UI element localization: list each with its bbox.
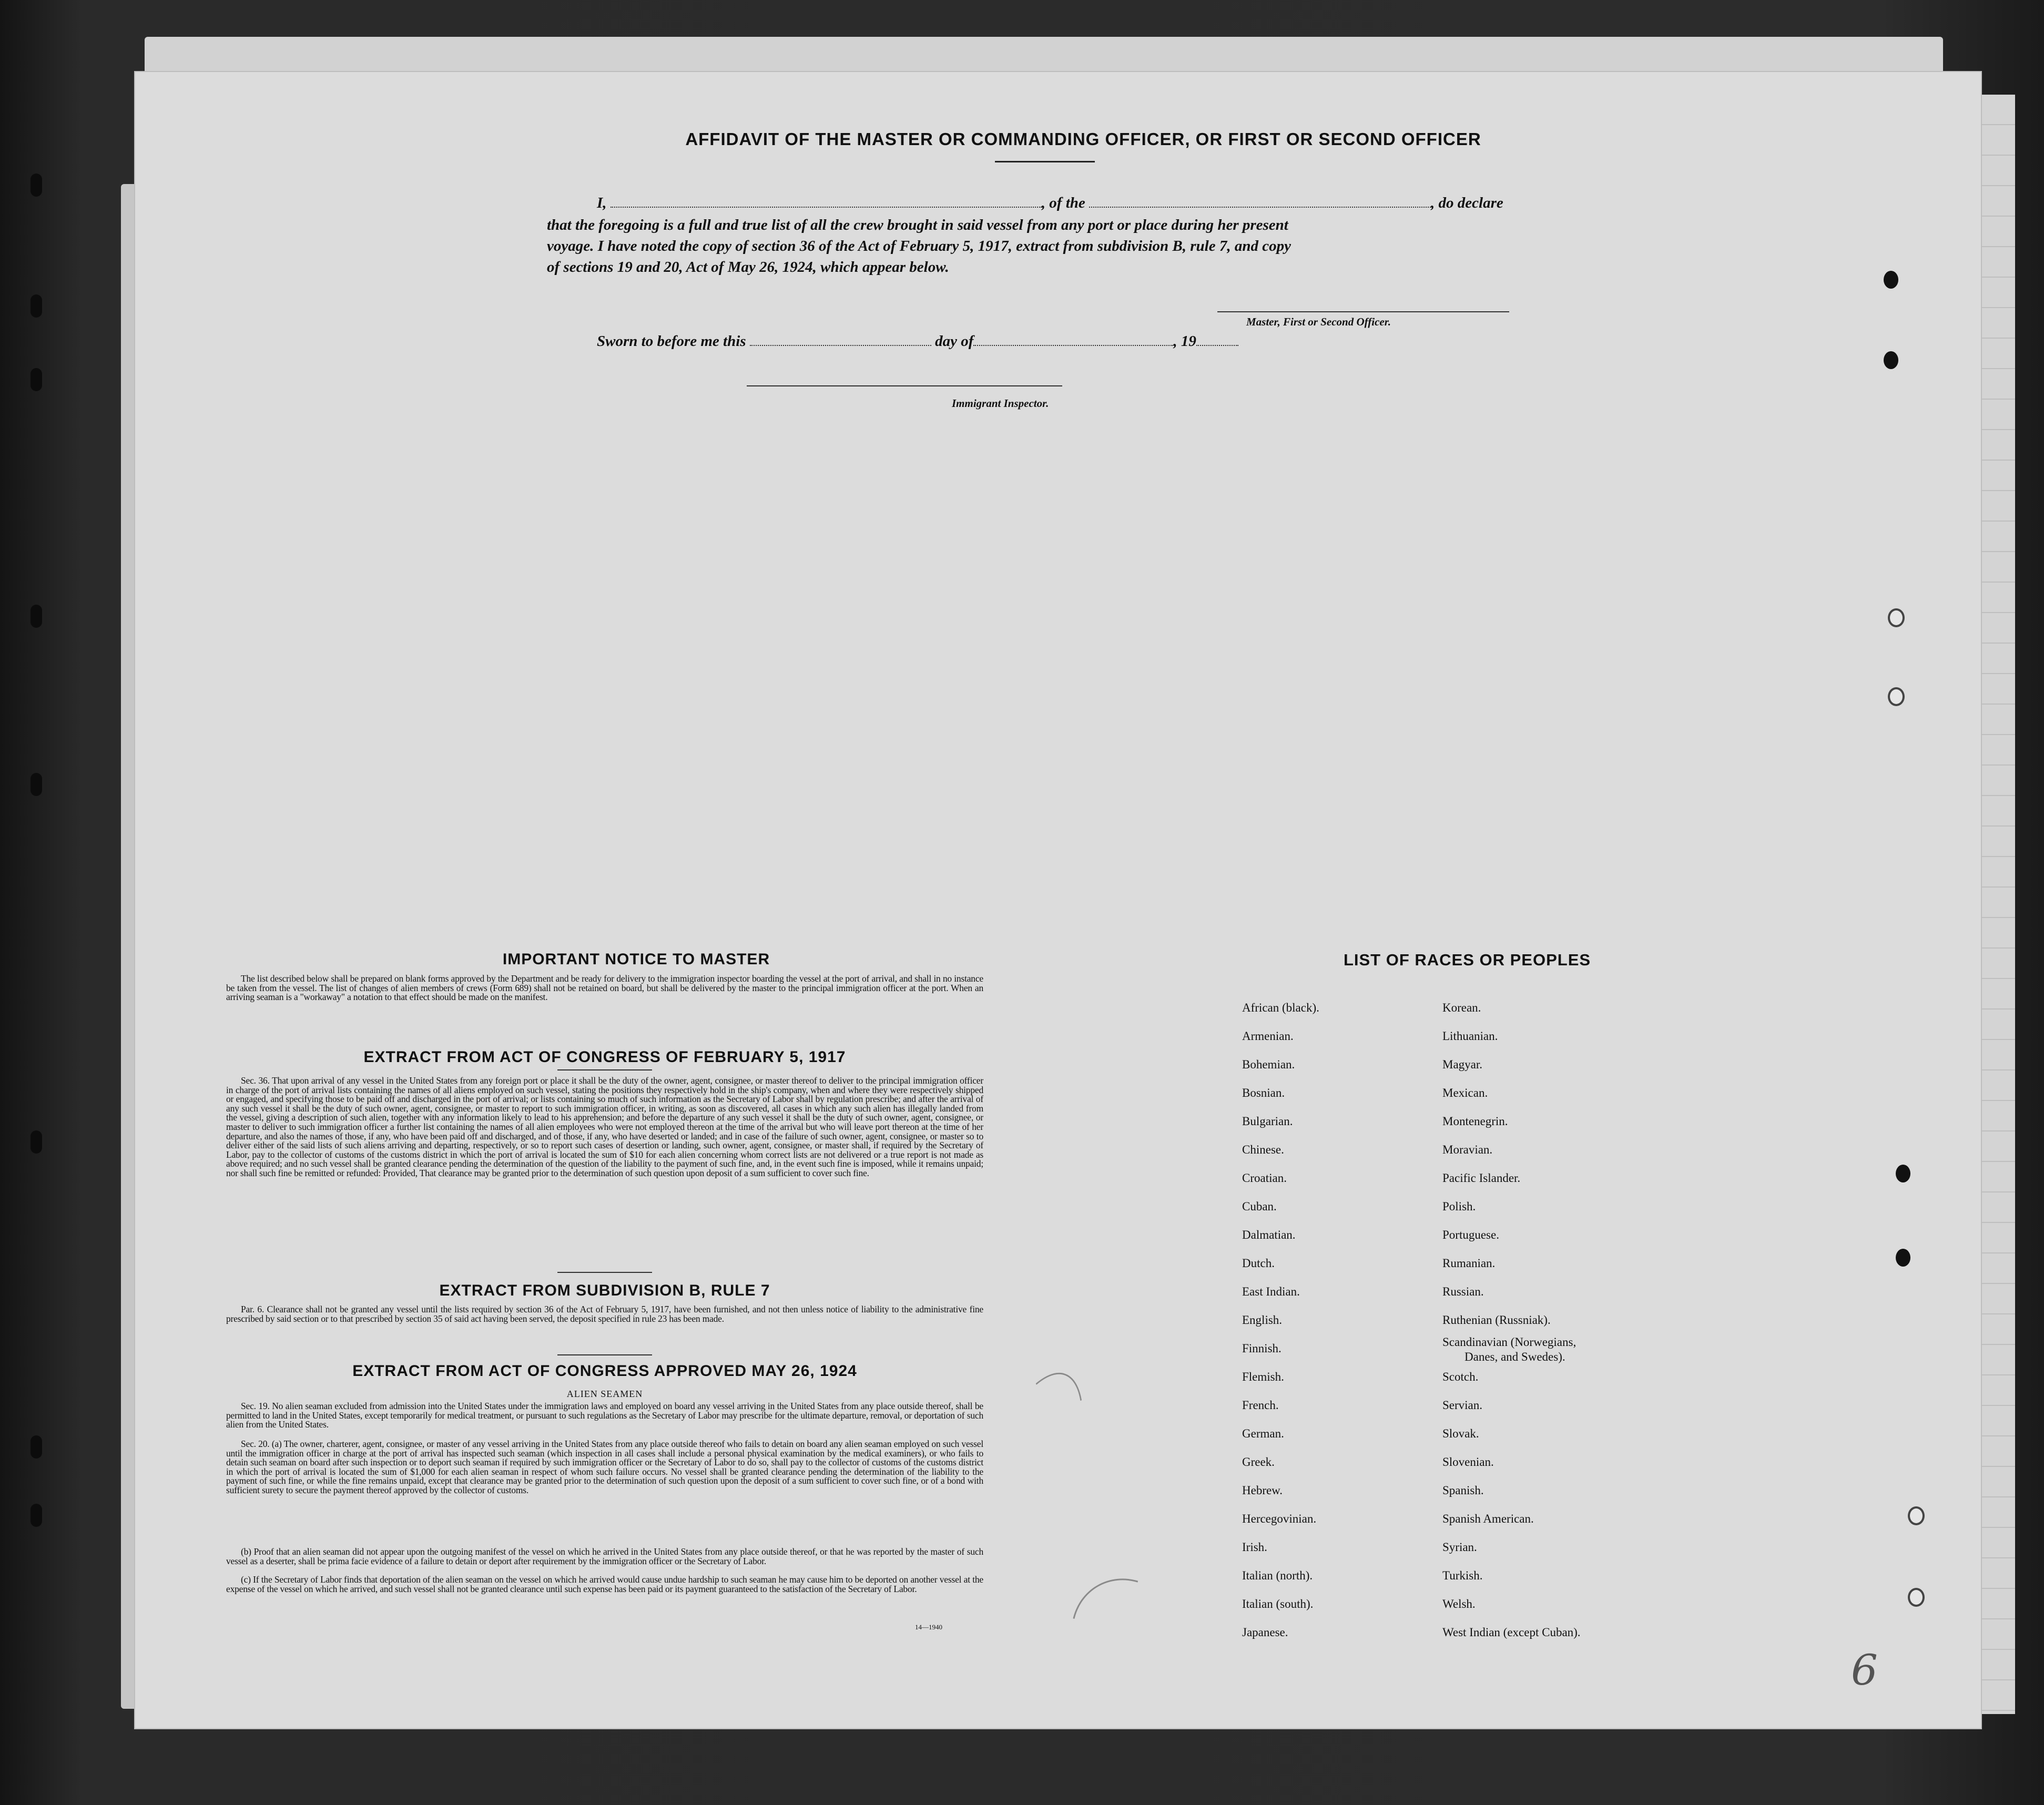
race-item: German. bbox=[1242, 1427, 1284, 1440]
binder-hole bbox=[30, 773, 42, 796]
notice-text: The list described below shall be prepared on blank forms approved by the Department and be ready for delivery to the immigration inspector boarding the vessel at the port of arrival, and shall in no instance be taken from the vessel. The list of changes of alien members of crews (Form 689) shall not be retained on board, but shall be delivered by the master to the principal immigration officer at the port. When an arriving seaman is a "workaway" a notation to that effect should be made on the manifest. bbox=[226, 973, 983, 1003]
vessel-field[interactable] bbox=[1089, 197, 1431, 208]
extract-rule7-text: Par. 6. Clearance shall not be granted any vessel until the lists required by section 36 of the Act of February 5, 1917, have been furnished, and not then unless notice of liability to the administrative fine prescribed by said section or to that prescribed by section 35 of said act having been served, the deposit specified in rule 23 has been made. bbox=[226, 1304, 983, 1324]
binder-hole bbox=[30, 368, 42, 391]
race-item: English. bbox=[1242, 1313, 1283, 1327]
punch-hole bbox=[1884, 271, 1898, 289]
race-item: Spanish American. bbox=[1442, 1512, 1534, 1525]
race-item: Pacific Islander. bbox=[1442, 1171, 1521, 1185]
binder-hole bbox=[30, 174, 42, 197]
inspector-signature-line[interactable] bbox=[747, 385, 1062, 386]
race-item: Hebrew. bbox=[1242, 1484, 1283, 1497]
punch-hole bbox=[1896, 1249, 1910, 1267]
race-item: West Indian (except Cuban). bbox=[1442, 1626, 1581, 1639]
race-item: Turkish. bbox=[1442, 1569, 1483, 1582]
sec-20b-text: (b) Proof that an alien seaman did not appear upon the outgoing manifest of the vessel on which he arrived in the United States from any place outside thereof, or that he was reported by the master of such vessel as a deserter, shall be prima facie evidence of a failure to detain or deport after requirement by the immigration officer or the Secretary of Labor. bbox=[226, 1546, 983, 1566]
sworn-month-field[interactable] bbox=[973, 335, 1173, 346]
race-item: Hercegovinian. bbox=[1242, 1512, 1317, 1525]
race-item: Greek. bbox=[1242, 1455, 1275, 1469]
race-item: Polish. bbox=[1442, 1200, 1476, 1213]
race-item: Syrian. bbox=[1442, 1541, 1477, 1554]
race-item: Rumanian. bbox=[1442, 1257, 1496, 1270]
sworn-prefix: Sworn to before me this bbox=[597, 333, 746, 350]
race-item: Scotch. bbox=[1442, 1370, 1479, 1383]
punch-hole bbox=[1896, 1165, 1910, 1182]
race-item: Dutch. bbox=[1242, 1257, 1275, 1270]
race-item: Bulgarian. bbox=[1242, 1115, 1293, 1128]
affidavit-declare: , do declare bbox=[1431, 195, 1503, 211]
affidavit-line-3: voyage. I have noted the copy of section 36 of the Act of February 5, 1917, extract from subdivision B, rule 7, and copy bbox=[547, 238, 1291, 254]
punch-hole bbox=[1888, 608, 1905, 627]
inspector-caption: Immigrant Inspector. bbox=[952, 397, 1049, 410]
race-item: Slovak. bbox=[1442, 1427, 1479, 1440]
extract-1917-text: Sec. 36. That upon arrival of any vessel in the United States from any foreign port or place it shall be the duty of the owner, agent, consignee, or master thereof to deliver to the principal immigration officer in charge of the port of arrival lists containing the names of all aliens employed on such vessel, stating the positions they respectively hold in the ship's company, when and where they were respectively shipped or engaged, and specifying those to be paid off and discharged in the port of arrival; or lists containing so much of such information as the Secretary of Labor shall by regulation prescribe; and after the arrival of any such vessel it shall be the duty of such owner, agent, consignee, or master to report to such immigration officer, in writing, as soon as discovered, all cases in which any such alien has illegally landed from the vessel, giving a description of such alien, together with any information likely to lead to his apprehension; and before the departure of any such vessel it shall be the duty of such owner, agent, consignee, or master to deliver to such immigration officer a further list containing the names of all alien employees who were not employed thereon at the time of the arrival but who will leave port thereon at the time of her departure, and also the names of those, if any, who have been paid off and discharged, and of those, if any, who have deserted or landed; and in case of the failure of such owner, agent, consignee, or master so to deliver either of the said lists of such aliens arriving and departing, respectively, or so to report such cases of desertion or landing, such owner, agent, consignee, or master shall, if required by the Secretary of Labor, pay to the collector of customs of the customs district in which the port of arrival is located the sum of $10 for each alien concerning whom correct lists are not delivered or a true report is not made as above required; and no such vessel shall be granted clearance pending the determination of the question of the liability to the payment of such fine, and, in the event such fine is imposed, while it remains unpaid; nor shall such fine be remitted or refunded: Provided, That clearance may be granted prior to the determination of such question upon deposit of a sum sufficient to cover such fine. bbox=[226, 1075, 983, 1178]
section-rule bbox=[557, 1354, 652, 1355]
affidavit-of-the: , of the bbox=[1041, 195, 1085, 211]
binder-hole bbox=[30, 1504, 42, 1527]
race-item: Moravian. bbox=[1442, 1143, 1493, 1156]
race-item: Finnish. bbox=[1242, 1342, 1282, 1355]
race-item: Mexican. bbox=[1442, 1086, 1488, 1099]
sec-20a-text: Sec. 20. (a) The owner, charterer, agent, consignee, or master of any vessel arriving in the United States from any place outside thereof who fails to detain on board any alien seaman employed on such vessel until the immigration officer in charge at the port of arrival has inspected such seaman (which inspection in all cases shall include a personal physical examination by the medical examiners), or who fails to detain such seaman on board after such inspection or to deport such seaman if required by such immigration officer or the Secretary of Labor to do so, shall pay to the collector of customs of the customs district in which the port of arrival is located the sum of $1,000 for each alien seaman in respect of whom such failure occurs. No vessel shall be granted clearance pending the determination of the liability to the payment of such fine, or while the fine remains unpaid, except that clearance may be granted prior to the determination of such question upon the deposit of a sum sufficient to cover such fine, or of a bond with sufficient surety to secure the payment thereof approved by the collector of customs. bbox=[226, 1439, 983, 1495]
race-item: Italian (north). bbox=[1242, 1569, 1313, 1582]
race-item: Ruthenian (Russniak). bbox=[1442, 1313, 1551, 1327]
race-item: Dalmatian. bbox=[1242, 1228, 1296, 1241]
title-underline bbox=[995, 161, 1095, 162]
notice-title: IMPORTANT NOTICE TO MASTER bbox=[502, 951, 770, 968]
race-item: Magyar. bbox=[1442, 1058, 1483, 1071]
race-item: Cuban. bbox=[1242, 1200, 1277, 1213]
race-item: Scandinavian (Norwegians, bbox=[1442, 1335, 1577, 1349]
punch-hole bbox=[1888, 687, 1905, 706]
race-item: Spanish. bbox=[1442, 1484, 1484, 1497]
race-item: Croatian. bbox=[1242, 1171, 1287, 1185]
race-item: Japanese. bbox=[1242, 1626, 1288, 1639]
race-item: Chinese. bbox=[1242, 1143, 1284, 1156]
punch-hole bbox=[1884, 351, 1898, 369]
race-item-continued: Danes, and Swedes). bbox=[1465, 1350, 1565, 1363]
extract-rule7-title: EXTRACT FROM SUBDIVISION B, RULE 7 bbox=[439, 1282, 770, 1299]
section-rule bbox=[557, 1069, 652, 1070]
sworn-year-label: , 19 bbox=[1173, 333, 1196, 350]
master-caption: Master, First or Second Officer. bbox=[1246, 315, 1391, 328]
affidavit-line-2: that the foregoing is a full and true list of all the crew brought in said vessel from any port or place during her present bbox=[547, 217, 1288, 233]
race-item: Korean. bbox=[1442, 1001, 1481, 1014]
sworn-line bbox=[597, 333, 1238, 350]
binder-hole bbox=[30, 1130, 42, 1154]
sworn-day-label: day of bbox=[935, 333, 974, 350]
race-item: Armenian. bbox=[1242, 1029, 1294, 1043]
race-item: Bohemian. bbox=[1242, 1058, 1295, 1071]
race-item: Irish. bbox=[1242, 1541, 1267, 1554]
punch-hole bbox=[1908, 1506, 1925, 1525]
affidavit-title: AFFIDAVIT OF THE MASTER OR COMMANDING OFFICER, OR FIRST OR SECOND OFFICER bbox=[685, 129, 1481, 149]
race-item: Italian (south). bbox=[1242, 1597, 1314, 1610]
affidavit-line-1 bbox=[597, 195, 1503, 212]
race-item: East Indian. bbox=[1242, 1285, 1300, 1298]
page-number-handwritten: 6 bbox=[1851, 1646, 1878, 1695]
binder-hole bbox=[30, 1435, 42, 1459]
race-item: Russian. bbox=[1442, 1285, 1484, 1298]
race-item: Montenegrin. bbox=[1442, 1115, 1508, 1128]
race-item: Welsh. bbox=[1442, 1597, 1476, 1610]
sec-20c-text: (c) If the Secretary of Labor finds that deportation of the alien seaman on the vessel on which he arrived would cause undue hardship to such seaman he may cause him to be deported on another vessel at the expense of the vessel on which he arrived, and such vessel shall not be granted clearance until such expense has been paid or its payment guaranteed to the satisfaction of the Secretary of Labor. bbox=[226, 1574, 983, 1594]
race-item: African (black). bbox=[1242, 1001, 1319, 1014]
race-item: Portuguese. bbox=[1442, 1228, 1499, 1241]
race-item: French. bbox=[1242, 1399, 1279, 1412]
extract-1924-title: EXTRACT FROM ACT OF CONGRESS APPROVED MAY 26, 1924 bbox=[352, 1362, 857, 1380]
alien-seamen-subtitle: ALIEN SEAMEN bbox=[566, 1389, 643, 1399]
race-item: Slovenian. bbox=[1442, 1455, 1494, 1469]
races-title: LIST OF RACES OR PEOPLES bbox=[1343, 951, 1591, 969]
name-field[interactable] bbox=[611, 197, 1042, 208]
binder-hole bbox=[30, 605, 42, 628]
form-number: 14—1940 bbox=[915, 1623, 942, 1631]
affidavit-i: I, bbox=[597, 195, 607, 211]
master-signature-line[interactable] bbox=[1217, 311, 1509, 312]
extract-1917-title: EXTRACT FROM ACT OF CONGRESS OF FEBRUARY 5, 1917 bbox=[363, 1048, 846, 1066]
race-item: Lithuanian. bbox=[1442, 1029, 1498, 1043]
affidavit-line-4: of sections 19 and 20, Act of May 26, 1924, which appear below. bbox=[547, 259, 949, 276]
sec-19-text: Sec. 19. No alien seaman excluded from admission into the United States under the immigration laws and employed on board any vessel arriving in the United States from any place outside thereof, shall be permitted to land in the United States, except temporarily for medical treatment, or pursuant to such regulations as the Secretary of Labor may prescribe for the ultimate departure, removal, or deportation of such alien from the United States. bbox=[226, 1401, 983, 1430]
sworn-year-field[interactable] bbox=[1196, 335, 1238, 346]
punch-hole bbox=[1908, 1588, 1925, 1607]
race-item: Bosnian. bbox=[1242, 1086, 1285, 1099]
section-rule bbox=[557, 1272, 652, 1273]
binder-hole bbox=[30, 294, 42, 318]
race-item: Servian. bbox=[1442, 1399, 1483, 1412]
sworn-day-field[interactable] bbox=[750, 335, 931, 346]
race-item: Flemish. bbox=[1242, 1370, 1284, 1383]
